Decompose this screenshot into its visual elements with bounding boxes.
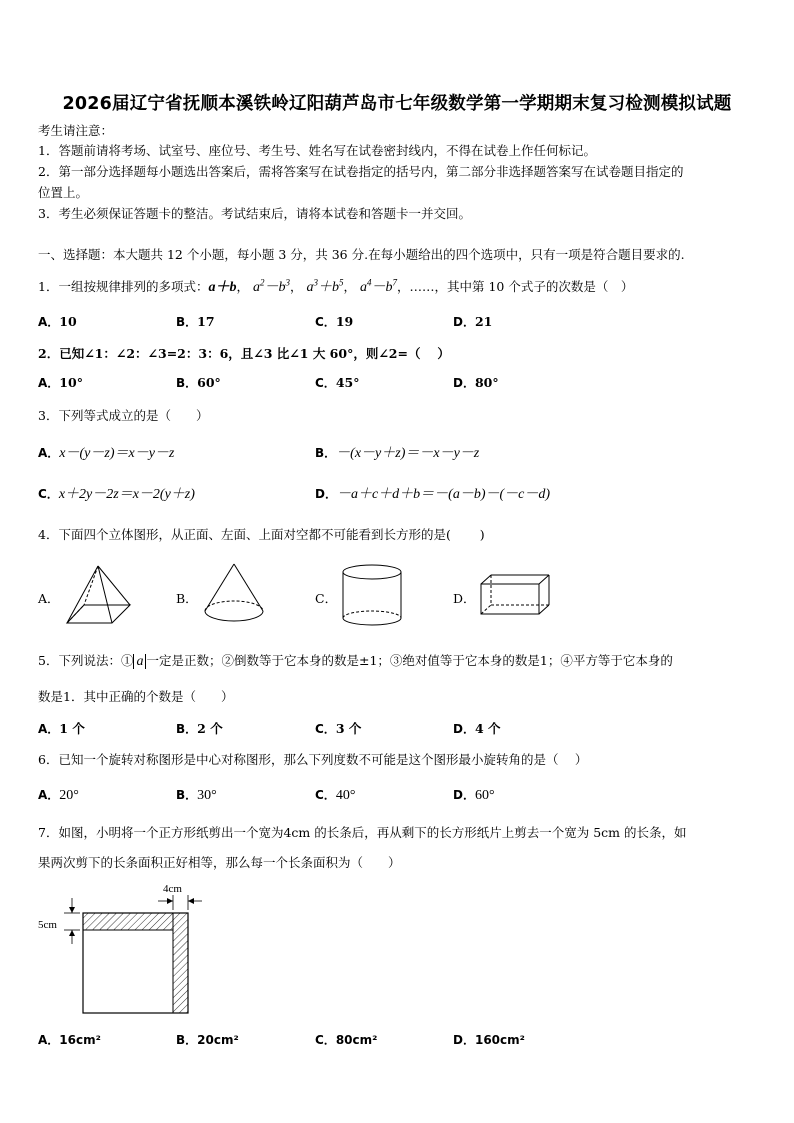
question-3: 3．下列等式成立的是（ ） (38, 408, 209, 423)
q4-option-d-label[interactable]: D． (453, 591, 476, 606)
q3-option-d[interactable]: D．－a＋c＋d＋b＝－(a－b)－(－c－d) (315, 487, 551, 502)
figure-label-4cm: 4cm (163, 883, 182, 895)
question-5-line-2: 数是1．其中正确的个数是（ ） (38, 689, 234, 704)
question-5-line-1 (38, 651, 673, 670)
q5-text-b: 一定是正数；②倒数等于它本身的数是±1；③绝对值等于它本身的数是1；④平方等于它本身的 (146, 653, 673, 668)
section-heading: 一、选择题：本大题共 12 个小题，每小题 3 分，共 36 分.在每小题给出的四个选项中，只有一项是符合题目要求的. (38, 247, 685, 262)
q2-option-a[interactable]: A．10° (38, 375, 83, 390)
cuboid-icon (478, 572, 552, 618)
notice-item-2-cont: 位置上。 (38, 185, 89, 200)
q1-term-4: $a^4-b^7$ (359, 277, 397, 295)
q5-option-d[interactable]: D．4 个 (453, 721, 501, 736)
q7-option-b[interactable]: B．20cm² (176, 1033, 239, 1047)
question-7-line-1: 7．如图，小明将一个正方形纸剪出一个宽为4cm 的长条后，再从剩下的长方形纸片上剪去一个宽为 5cm 的长条，如 (38, 825, 687, 840)
cylinder-icon (340, 563, 406, 629)
q5-option-a[interactable]: A．1 个 (38, 721, 85, 736)
q1-option-c[interactable]: C．19 (315, 314, 354, 329)
q7-option-a[interactable]: A．16cm² (38, 1033, 101, 1047)
q5-option-c[interactable]: C．3 个 (315, 721, 362, 736)
q4-option-a-label[interactable]: A． (38, 591, 60, 606)
q6-option-a[interactable]: A．20° (38, 788, 79, 803)
q1-option-d[interactable]: D．21 (453, 314, 493, 329)
question-2: 2．已知∠1：∠2：∠3=2：3：6，且∠3 比∠1 大 60°，则∠2=（ ） (38, 346, 450, 361)
q6-option-c[interactable]: C．40° (315, 788, 356, 803)
q5-text-a: 5．下列说法：① (38, 653, 134, 668)
q1-prefix: 1．一组按规律排列的多项式： (38, 279, 209, 294)
question-1: 1．一组按规律排列的多项式：a＋b， $a^2-b^3$， $a^3+b^5$， $a^4-b^7$，……，其中第 10 个式子的次数是（ ） (38, 277, 634, 295)
q3-option-b[interactable]: B．－(x－y＋z)＝－x－y－z (315, 446, 480, 461)
question-4: 4．下面四个立体图形，从正面、左面、上面对空都不可能看到长方形的是( ) (38, 527, 485, 542)
q1-term-3: $a^3+b^5$ (306, 277, 344, 295)
q2-option-d[interactable]: D．80° (453, 375, 499, 390)
q4-option-b-label[interactable]: B． (176, 591, 198, 606)
q5-absolute-value: a (133, 654, 146, 669)
q1-term-1: a＋b (208, 280, 237, 295)
q1-suffix: ，……，其中第 10 个式子的次数是（ ） (396, 279, 634, 294)
q7-option-c[interactable]: C．80cm² (315, 1033, 378, 1047)
pyramid-icon (62, 563, 134, 627)
q1-option-b[interactable]: B．17 (176, 314, 215, 329)
q6-option-b[interactable]: B．30° (176, 788, 217, 803)
q1-sep: ， (236, 279, 249, 294)
q3-option-c[interactable]: C．x＋2y－2z＝x－2(y＋z) (38, 487, 195, 502)
page-title: 2026届辽宁省抚顺本溪铁岭辽阳葫芦岛市七年级数学第一学期期末复习检测模拟试题 (62, 94, 732, 114)
notice-heading: 考生请注意： (38, 123, 114, 138)
q5-option-b[interactable]: B．2 个 (176, 721, 223, 736)
q1-option-a[interactable]: A．10 (38, 314, 77, 329)
notice-item-1: 1．答题前请将考场、试室号、座位号、考生号、姓名写在试卷密封线内，不得在试卷上作任何标记。 (38, 143, 596, 158)
notice-item-2: 2．第一部分选择题每小题选出答案后，需将答案写在试卷指定的括号内，第二部分非选择题答案写在试卷题目指定的 (38, 164, 684, 179)
question-6: 6．已知一个旋转对称图形是中心对称图形，那么下列度数不可能是这个图形最小旋转角的是（ ） (38, 752, 588, 767)
question-7-line-2: 果两次剪下的长条面积正好相等，那么每一个长条面积为（ ） (38, 855, 401, 870)
notice-item-3: 3．考生必须保证答题卡的整洁。考试结束后，请将本试卷和答题卡一并交回。 (38, 206, 471, 221)
cone-icon (202, 561, 266, 627)
q7-option-d[interactable]: D．160cm² (453, 1033, 525, 1047)
q2-option-b[interactable]: B．60° (176, 375, 221, 390)
figure-label-5cm: 5cm (38, 919, 57, 931)
q2-option-c[interactable]: C．45° (315, 375, 360, 390)
square-strip-figure (36, 880, 206, 1020)
q3-option-a[interactable]: A．x－(y－z)＝x－y－z (38, 446, 175, 461)
q4-option-c-label[interactable]: C． (315, 591, 338, 606)
q6-option-d[interactable]: D．60° (453, 788, 495, 803)
q1-term-2: $a^2-b^3$ (252, 277, 290, 295)
